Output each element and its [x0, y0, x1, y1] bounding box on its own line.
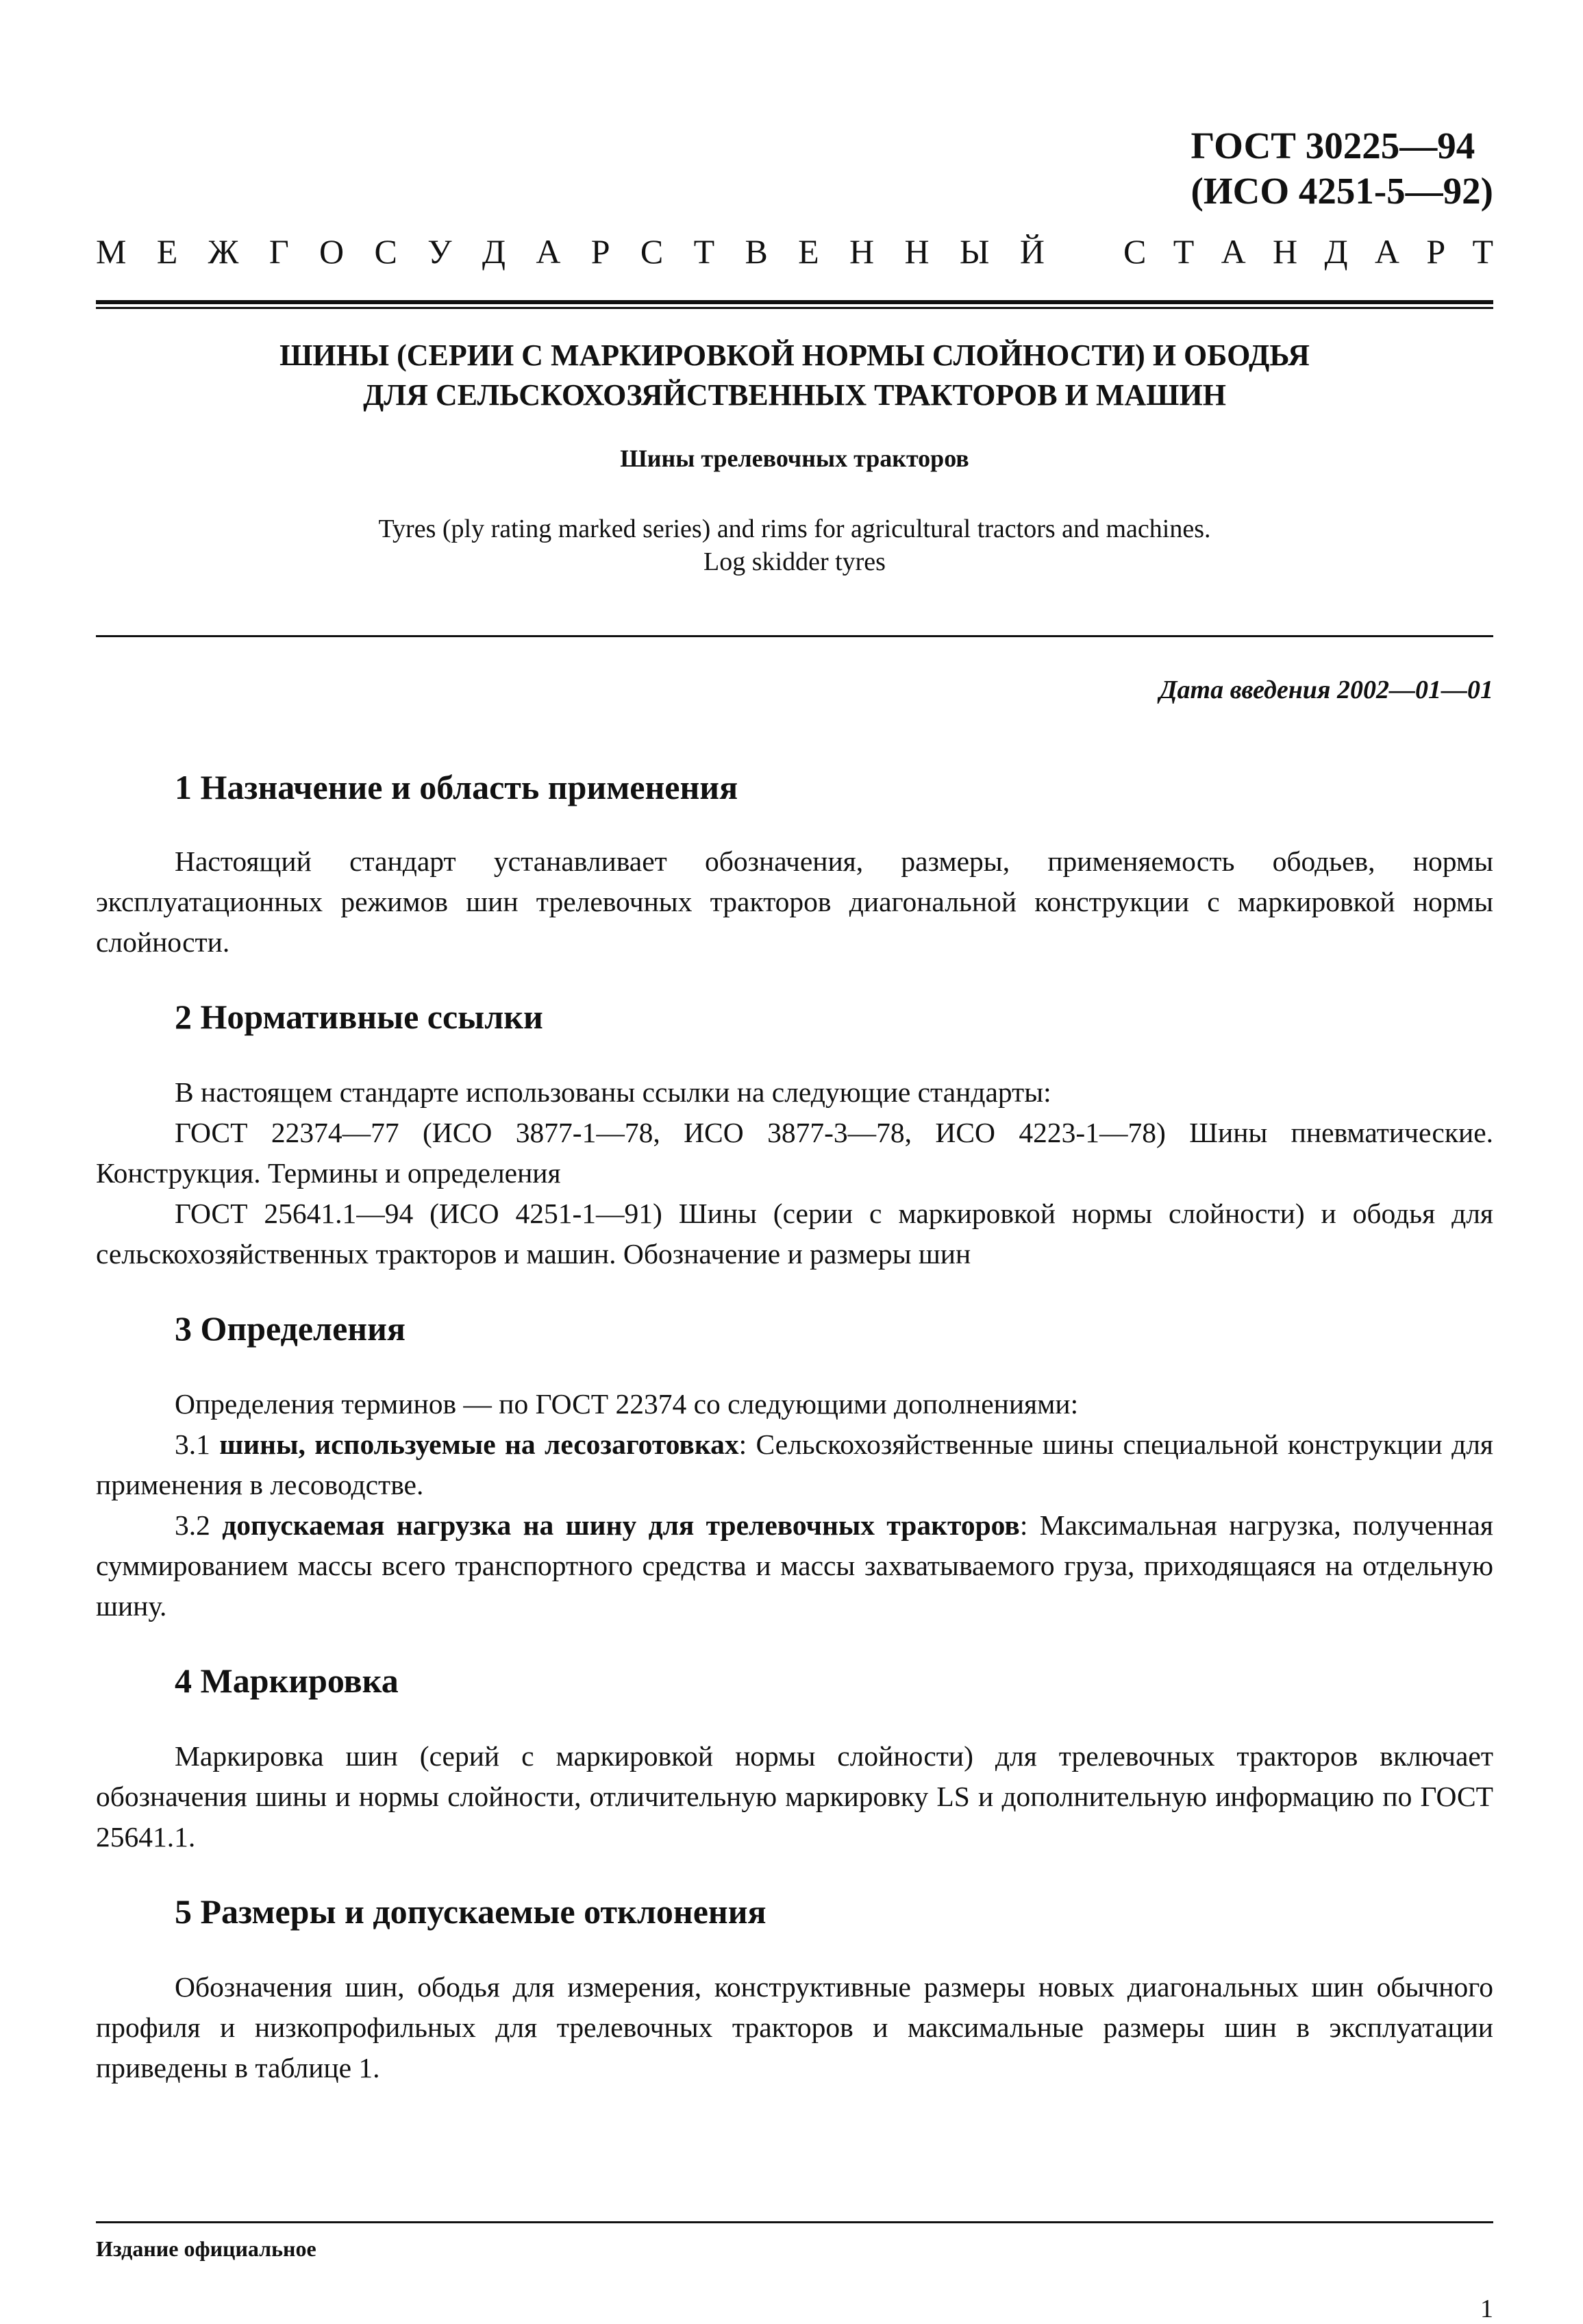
banner-letter: Е	[798, 232, 819, 271]
paragraph: В настоящем стандарте использованы ссылки на следующие стандарты:	[175, 1076, 1051, 1108]
title-rule	[96, 635, 1493, 637]
paragraph: Определения терминов — по ГОСТ 22374 со следующими дополнениями:	[175, 1388, 1079, 1420]
banner-letter: Ы	[959, 232, 990, 271]
section-5	[96, 1892, 1493, 2088]
definition-3-2	[96, 1505, 1493, 1627]
introduction-date: Дата введения 2002—01—01	[1159, 676, 1493, 704]
standard-number-gost: ГОСТ 30225—94	[1191, 125, 1475, 166]
banner-letter: У	[427, 232, 452, 271]
banner-letter: А	[536, 232, 561, 271]
footer-rule	[96, 2221, 1493, 2223]
banner-letter: А	[1221, 232, 1246, 271]
paragraph: Настоящий стандарт устанавливает обозначения, размеры, применяемость ободьев, нормы эксплуатационных режимов шин трелевочных тракторов диагональной конструкции с маркировкой нормы слойности.	[96, 845, 1493, 958]
banner-letter: Р	[590, 232, 610, 271]
banner-letter: Д	[1324, 232, 1348, 271]
official-edition-label: Издание официальное	[96, 2236, 316, 2261]
banner-letter: С	[1123, 232, 1147, 271]
section-heading: 4 Маркировка	[175, 1661, 399, 1700]
section-4	[96, 1661, 1493, 1857]
english-title-line-1: Tyres (ply rating marked series) and rims for agricultural tractors and machines.	[378, 515, 1211, 543]
header-rule-thin	[96, 307, 1493, 309]
paragraph: Маркировка шин (серий с маркировкой нормы слойности) для трелевочных тракторов включает обозначения шины и нормы слойности, отличительную маркировку LS и дополнительную информацию по ГОСТ 25641.1.	[96, 1740, 1493, 1853]
banner-letter: Д	[482, 232, 506, 271]
page-number: 1	[1480, 2295, 1493, 2323]
reference-item: ГОСТ 25641.1—94 (ИСО 4251-1—91) Шины (серии с маркировкой нормы слойности) и ободья для сельскохозяйственных тракторов и машин. Обозначение и размеры шин	[96, 1198, 1493, 1270]
banner-letter: Т	[1173, 232, 1195, 271]
banner-letter: М	[96, 232, 127, 271]
standard-number-iso: (ИСО 4251-5—92)	[1191, 170, 1493, 212]
section-3	[96, 1309, 1493, 1627]
definition-number: 3.1	[175, 1429, 220, 1460]
banner-word-interstate	[96, 232, 1045, 271]
english-title-line-2: Log skidder tyres	[703, 547, 886, 576]
banner-letter: Т	[1472, 232, 1493, 271]
english-title	[96, 512, 1493, 578]
section-heading: 5 Размеры и допускаемые отклонения	[175, 1892, 766, 1931]
banner-letter: Й	[1019, 232, 1045, 271]
definition-term: допускаемая нагрузка на шину для трелевочных тракторов	[222, 1509, 1020, 1541]
section-2	[96, 997, 1493, 1274]
banner-letter: Р	[1426, 232, 1446, 271]
paragraph: Обозначения шин, ободья для измерения, конструктивные размеры новых диагональных шин обычного профиля и низкопрофильных для трелевочных тракторов и максимальные размеры шин в эксплуатации приведены в таблице 1.	[96, 1971, 1493, 2084]
banner-letter: Н	[1273, 232, 1298, 271]
section-heading: 3 Определения	[175, 1309, 406, 1348]
banner-letter: Н	[849, 232, 875, 271]
definition-number: 3.2	[175, 1509, 223, 1541]
banner-letter: Г	[269, 232, 289, 271]
banner-letter: Н	[904, 232, 930, 271]
banner-word-standard	[1123, 232, 1493, 271]
banner-letter: О	[319, 232, 345, 271]
banner-letter: Ж	[208, 232, 239, 271]
banner-letter: Е	[156, 232, 178, 271]
document-title	[96, 336, 1493, 415]
section-heading: 1 Назначение и область применения	[175, 768, 738, 806]
section-heading: 2 Нормативные ссылки	[175, 998, 543, 1036]
document-body	[96, 767, 1493, 2088]
section-1	[96, 767, 1493, 963]
document-subtitle: Шины трелевочных тракторов	[620, 445, 969, 472]
banner-letter: В	[745, 232, 768, 271]
reference-item: ГОСТ 22374—77 (ИСО 3877-1—78, ИСО 3877-3—78, ИСО 4223-1—78) Шины пневматические. Конструкция. Термины и определения	[96, 1117, 1493, 1189]
title-line-2: ДЛЯ СЕЛЬСКОХОЗЯЙСТВЕННЫХ ТРАКТОРОВ И МАШИН	[363, 378, 1226, 412]
definition-3-1	[96, 1424, 1493, 1505]
banner-letter: С	[640, 232, 664, 271]
header-rule-thick	[96, 300, 1493, 304]
interstate-standard-banner	[96, 232, 1493, 271]
banner-letter: Т	[693, 232, 715, 271]
banner-letter: С	[374, 232, 397, 271]
standard-number	[1191, 123, 1493, 214]
banner-letter: А	[1374, 232, 1399, 271]
definition-text: : Максимальная нагрузка, полученная суммированием массы всего транспортного средства и массы захватываемого груза, приходящаяся на отдельную шину.	[96, 1509, 1494, 1622]
title-line-1: ШИНЫ (СЕРИИ С МАРКИРОВКОЙ НОРМЫ СЛОЙНОСТИ) И ОБОДЬЯ	[279, 338, 1310, 372]
definition-term: шины, используемые на лесозаготовках	[219, 1429, 739, 1460]
definition-text: : Сельскохозяйственные шины специальной конструкции для применения в лесоводстве.	[96, 1429, 1494, 1500]
